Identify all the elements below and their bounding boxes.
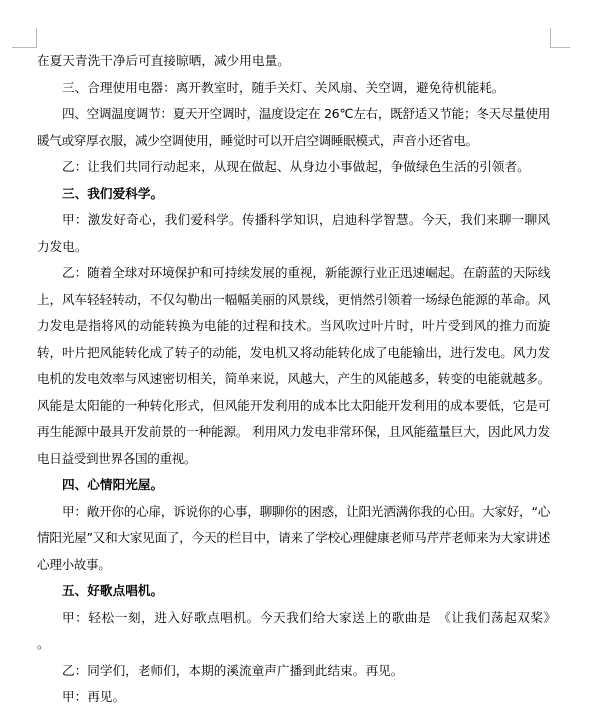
paragraph-call-to-action: 乙：让我们共同行动起来，从现在做起、从身边小事做起，争做绿色生活的引领者。 <box>62 159 530 174</box>
crop-mark-top-left-horizontal <box>12 47 36 48</box>
section-heading-science: 三、我们爱科学。 <box>62 185 164 201</box>
crop-mark-top-right-vertical <box>550 28 551 48</box>
paragraph-air-conditioning: 四、空调温度调节：夏天开空调时，温度设定在 26℃左右，既舒适又节能；冬天尽量使用暖气或穿厚衣服，减少空调使用，睡觉时可以开启空调睡眠模式，声音小还省电。 <box>37 106 550 148</box>
paragraph-continuation: 在夏天青洗干净后可直接晾晒，减少用电量。 <box>37 53 290 68</box>
paragraph-wind-power: 乙：随着全球对环境保护和可持续发展的重视，新能源行业正迅速崛起。在蔚蓝的天际线上，风车轻轻转动，不仅勾勒出一幅幅美丽的风景线，更悄然引领着一场绿色能源的革命。风力发电是指将风的动能转换为电能的过程和技术。当风吹过叶片时，叶片受到风的推力而旋转，叶片把风能转化成了转子的动能，发电机又将动能转化成了电能输出，进行发电。风力发电机的发电效率与风速密切相关，简单来说，风越大，产生的风能越多，转变的电能就越多。风能是太阳能的一种转化形式，但风能开发利用的成本比太阳能开发利用的成本要低，它是可再生能源中最具开发前景的一种能源。 利用风力发电非常环保，且风能蕴量巨大，因此风力发电日益受到世界各国的重视。 <box>37 265 550 466</box>
paragraph-closing: 乙：同学们，老师们，本期的溪流童声广播到此结束。再见。 <box>62 662 404 678</box>
crop-mark-top-left-vertical <box>36 28 37 48</box>
crop-mark-top-right-horizontal <box>550 47 570 48</box>
paragraph-goodbye: 甲：再见。 <box>62 689 126 704</box>
paragraph-sunshine-room: 甲：敞开你的心扉，诉说你的心事，聊聊你的困惑，让阳光洒满你我的心田。大家好，“心情阳光屋”又和大家见面了，今天的栏目中，请来了学校心理健康老师马芹芹老师来为大家讲述心理小故事。 <box>37 503 550 572</box>
paragraph-electric-appliances: 三、合理使用电器：离开教室时，随手关灯、关风扇、关空调，避免待机能耗。 <box>62 79 505 95</box>
section-heading-song-request: 五、好歌点唱机。 <box>62 583 164 598</box>
paragraph-science-intro: 甲：激发好奇心，我们爱科学。传播科学知识，启迪科学智慧。今天，我们来聊一聊风力发电。 <box>37 212 550 254</box>
document-body <box>37 48 563 711</box>
paragraph-song-request: 甲：轻松一刻，进入好歌点唱机。今天我们给大家送上的歌曲是 《让我们荡起双桨》 。 <box>37 609 563 651</box>
section-heading-sunshine-room: 四、心情阳光屋。 <box>62 477 164 492</box>
